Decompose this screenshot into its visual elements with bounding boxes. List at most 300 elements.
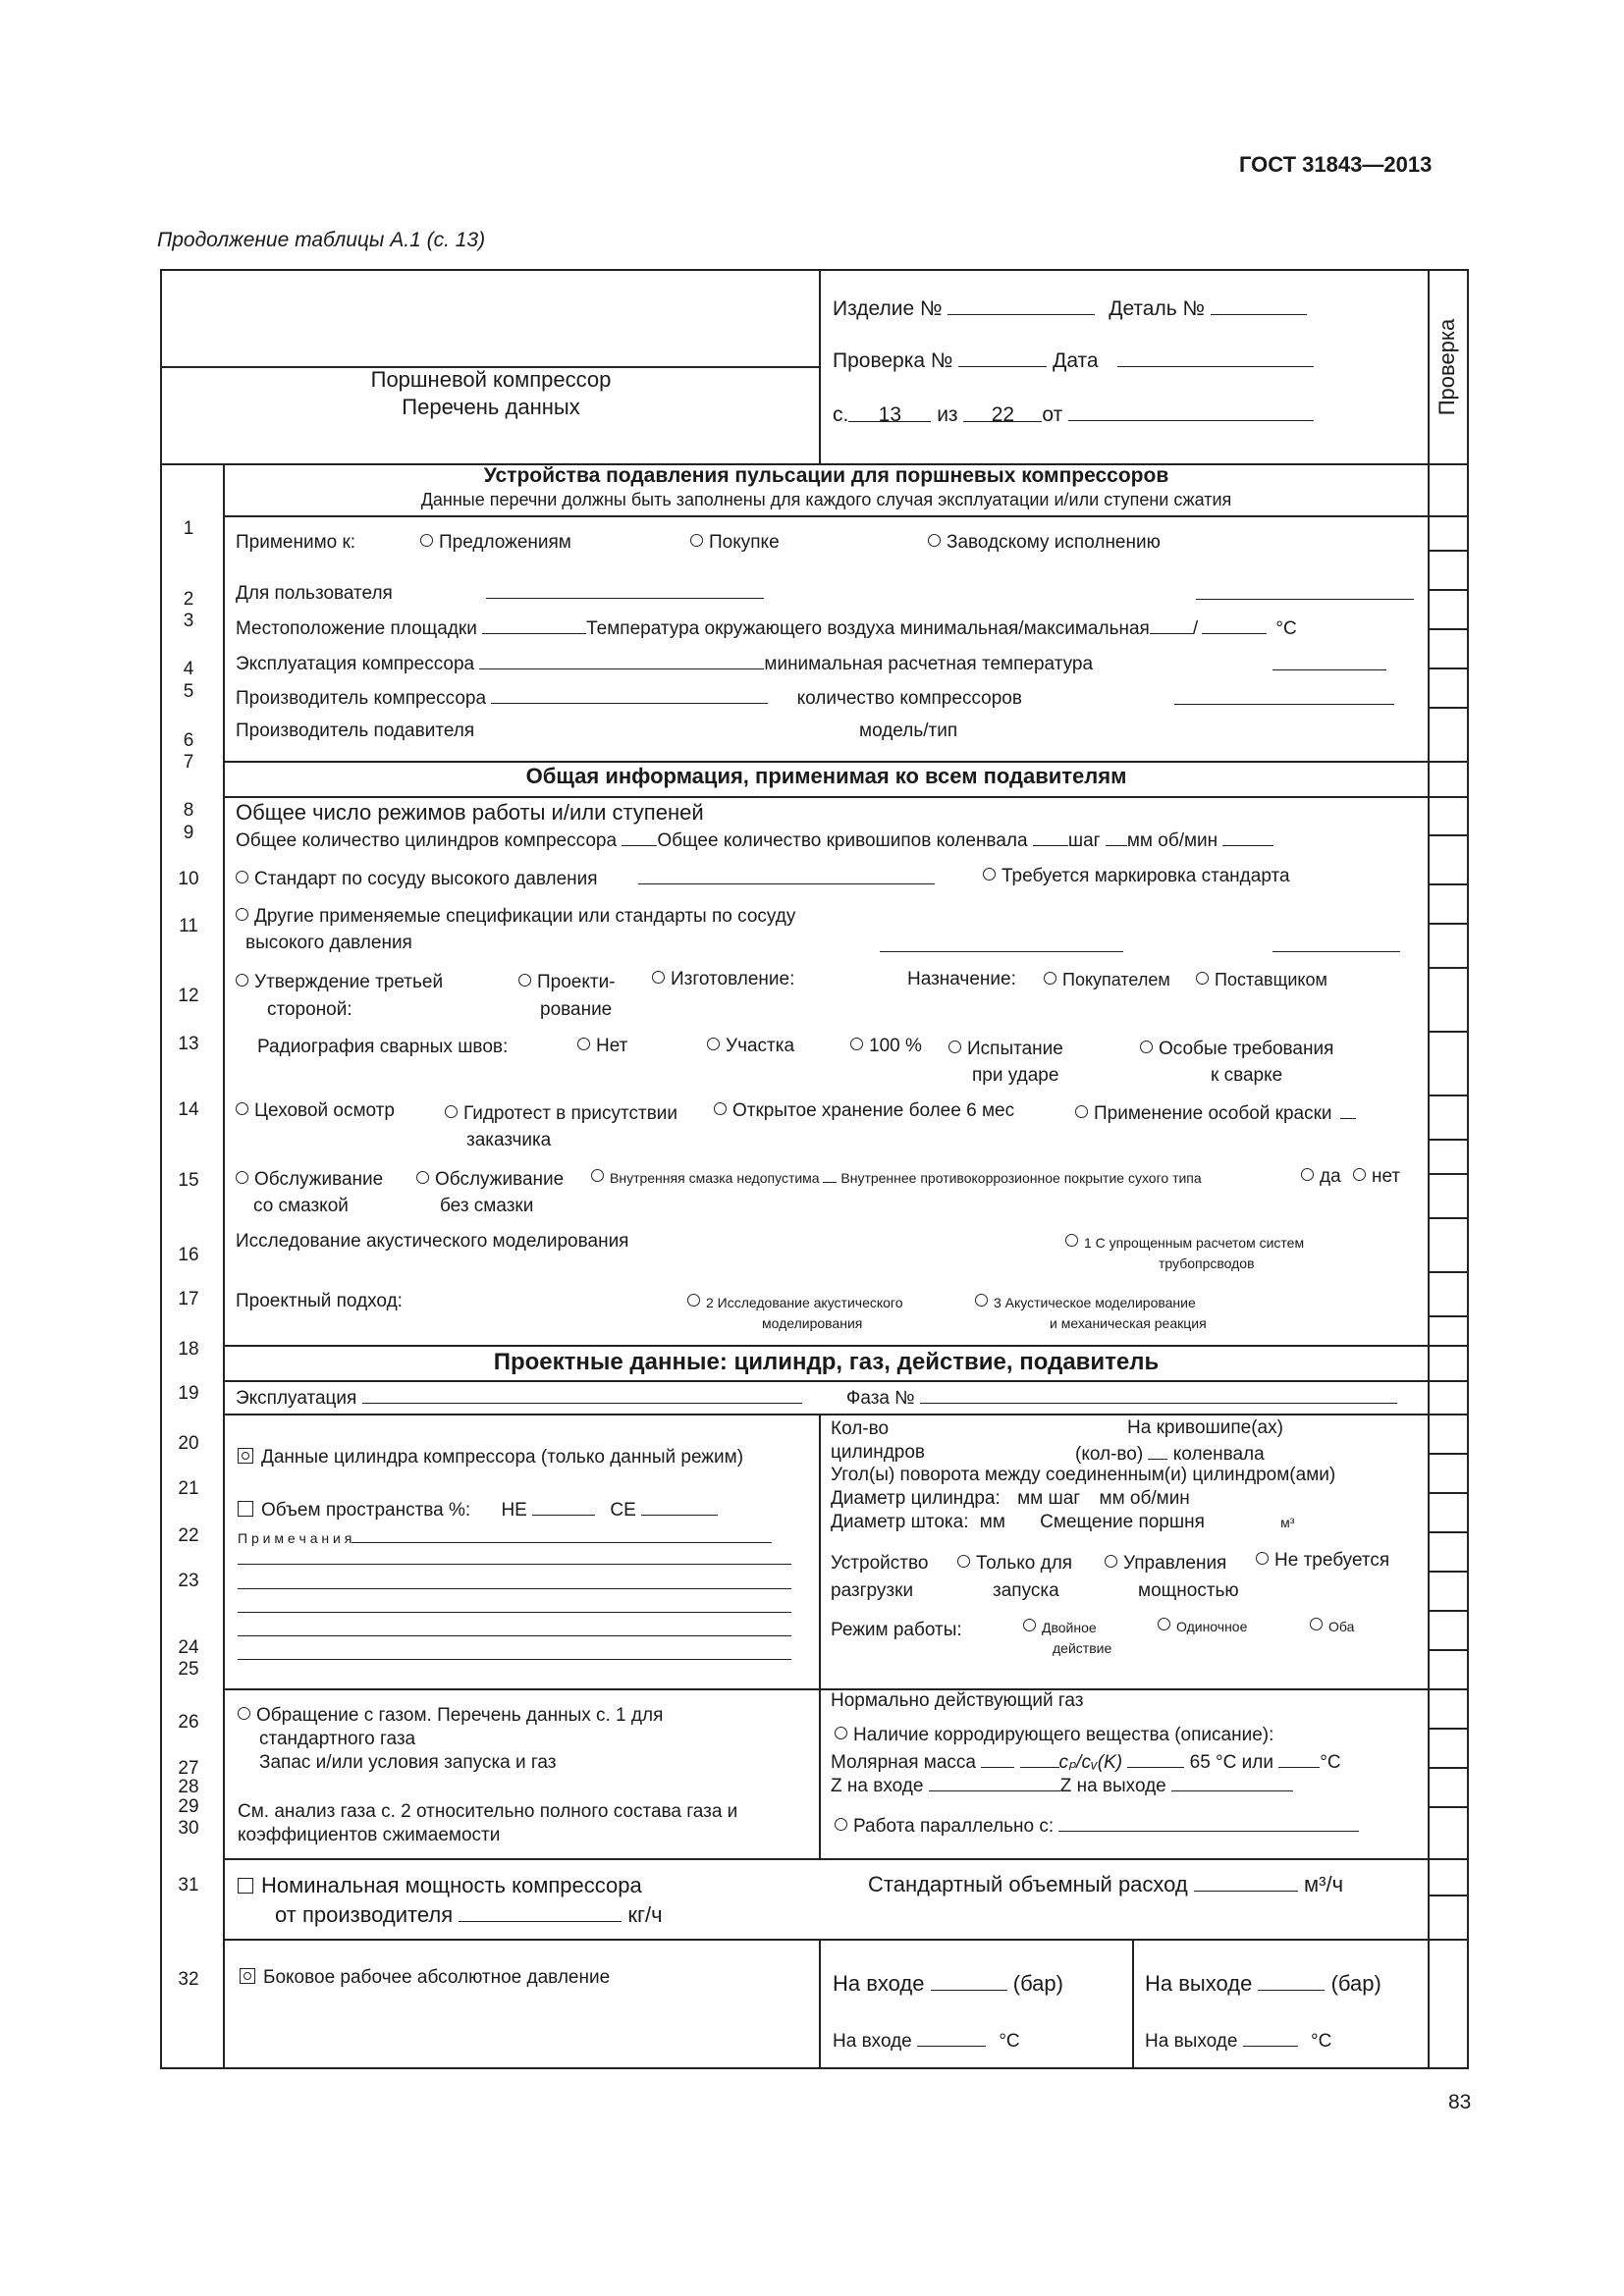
step-label: шаг: [1067, 830, 1101, 851]
purpose-label: Назначение:: [907, 969, 1016, 989]
other-specs-field-2[interactable]: [1272, 934, 1400, 952]
total-modes-label: Общее число режимов работы и/или ступеней: [236, 800, 704, 825]
not-required-option[interactable]: [1256, 1550, 1389, 1572]
both-option[interactable]: [1310, 1618, 1354, 1634]
opt-purchase-label: Покупке: [709, 532, 780, 553]
radiography-label: Радиография сварных швов:: [257, 1037, 509, 1057]
check-cell-divider: [1428, 1858, 1469, 1860]
inlet-pressure-label: На входе: [833, 1971, 925, 1996]
row-number: 3: [183, 611, 194, 631]
row-number: 9: [183, 823, 194, 843]
approach-2-line1: 2 Исследование акустического: [706, 1295, 903, 1310]
date-label: Дата: [1053, 349, 1099, 372]
form-title-line1: Поршневой компрессор: [370, 367, 612, 392]
rad-none-label: Нет: [596, 1036, 628, 1056]
inlet-temp-field[interactable]: [917, 2028, 986, 2047]
other-specs-field-1[interactable]: [880, 934, 1123, 952]
yes-label: да: [1320, 1166, 1341, 1187]
notes-label: П р и м е ч а н и я: [238, 1530, 352, 1546]
radio-icon[interactable]: [238, 1707, 250, 1720]
form-title: [255, 367, 727, 420]
notes-field-1[interactable]: [238, 1546, 791, 1565]
check-cell-divider: [1428, 1767, 1469, 1769]
notes-field-5[interactable]: [238, 1641, 791, 1660]
radio-icon[interactable]: [652, 971, 665, 984]
design-approach-label: Проектный подход:: [236, 1291, 403, 1311]
opt-factory-label: Заводскому исполнению: [947, 532, 1161, 553]
radio-icon[interactable]: [957, 1555, 970, 1568]
temp-field[interactable]: [1278, 1749, 1320, 1768]
from-label: от: [1042, 403, 1063, 426]
not-required-label: Не требуется: [1274, 1550, 1390, 1571]
normal-gas-label: Нормально действующий газ: [831, 1690, 1084, 1711]
check-cell-divider: [1428, 796, 1469, 798]
radio-icon[interactable]: [983, 868, 996, 881]
radio-icon[interactable]: [236, 871, 248, 883]
weld-req-option[interactable]: [1140, 1036, 1333, 1089]
third-party-line2: стороной:: [267, 999, 352, 1020]
radio-icon[interactable]: [835, 1818, 847, 1831]
hydrotest-line2: заказчика: [466, 1130, 552, 1150]
gas-analysis: [238, 1800, 737, 1847]
ambient-unit: °С: [1275, 618, 1297, 639]
radio-icon[interactable]: [1353, 1168, 1366, 1181]
row-number: 11: [179, 916, 198, 936]
part-number-field[interactable]: [1211, 296, 1307, 315]
std-vessel-label: Стандарт по сосуду высокого давления: [254, 869, 598, 889]
both-label: Оба: [1328, 1619, 1355, 1634]
qty-cyl: [831, 1417, 925, 1465]
qty-line1: Кол-во: [831, 1418, 890, 1439]
opt-proposals[interactable]: [420, 532, 571, 554]
for-user-label: Для пользователя: [236, 583, 393, 604]
internal-coating-label: Внутреннее противокоррозионное покрытие сухого типа: [840, 1170, 1202, 1186]
shop-inspection-label: Цеховой осмотр: [254, 1100, 395, 1121]
rod-diam-label: Диаметр штока:: [831, 1512, 969, 1532]
radio-icon[interactable]: [236, 1171, 248, 1184]
weld-line1: Особые требования: [1159, 1039, 1334, 1059]
row-number: 23: [178, 1571, 199, 1591]
step-field[interactable]: [1106, 828, 1127, 846]
check-cell-divider: [1428, 1345, 1469, 1347]
hydrotest-option[interactable]: [445, 1100, 677, 1153]
impact-line1: Испытание: [967, 1039, 1063, 1059]
gas-analysis-line2: коэффициентов сжимаемости: [238, 1825, 501, 1845]
rad-full-option[interactable]: [850, 1036, 922, 1057]
weld-line2: к сварке: [1211, 1065, 1283, 1086]
radio-icon[interactable]: [236, 908, 248, 921]
section1-heading: Устройства подавления пульсации для поршневых компрессоров: [483, 464, 1169, 487]
crank-qty-field[interactable]: [1148, 1441, 1167, 1460]
model-type-label: модель/тип: [859, 721, 958, 741]
for-user-extra-field[interactable]: [1196, 581, 1414, 600]
check-cell-divider: [1428, 1492, 1469, 1494]
notes-field-4[interactable]: [238, 1618, 791, 1636]
double-line1: Двойное: [1042, 1620, 1097, 1635]
row-number: 28: [178, 1777, 199, 1797]
cylinders-total-field[interactable]: [622, 828, 657, 846]
double-line2: действие: [1053, 1640, 1112, 1656]
open-storage-label: Открытое хранение более 6 мес: [732, 1100, 1015, 1121]
radio-icon[interactable]: [1158, 1618, 1170, 1630]
radio-icon[interactable]: [1044, 972, 1056, 985]
check-cell-divider: [1428, 1728, 1469, 1730]
mm-step-label: мм шаг: [1017, 1488, 1081, 1509]
third-party: [236, 969, 443, 1024]
temp-unit: °С: [1320, 1752, 1341, 1773]
cyl-diam-row: [831, 1488, 1190, 1510]
s3-operation-row: [236, 1385, 1397, 1410]
radio-icon[interactable]: [928, 534, 941, 547]
cyl-mm-rpm-label: мм об/мин: [1099, 1488, 1190, 1509]
check-cell-divider: [1428, 667, 1469, 669]
approach-1-option[interactable]: [1065, 1233, 1304, 1274]
radio-icon[interactable]: [1256, 1552, 1269, 1565]
radio-icon[interactable]: [236, 974, 248, 987]
cp-cv-field[interactable]: [1127, 1749, 1184, 1768]
rated-power-line2: от производителя: [275, 1902, 454, 1927]
page-total[interactable]: 22: [963, 403, 1042, 422]
opt-purchase[interactable]: [690, 532, 780, 554]
outlet-pressure-label: На выходе: [1145, 1971, 1253, 1996]
rad-full-label: 100 %: [869, 1036, 922, 1056]
page-ref-row: [833, 402, 1314, 427]
manufacture-option[interactable]: [652, 969, 794, 990]
section3-heading: Проектные данные: цилиндр, газ, действие, подавитель: [493, 1349, 1160, 1375]
row-number: 16: [178, 1245, 199, 1265]
he-label: НЕ: [501, 1500, 527, 1521]
design-line2: рование: [540, 999, 613, 1020]
on-crank-label: На кривошипе(ах): [1127, 1417, 1283, 1438]
unloader-line2: разгрузки: [831, 1580, 914, 1601]
inlet-pressure-unit: (бар): [1012, 1971, 1063, 1996]
cyl-data-label: Данные цилиндра компрессора (только данный режим): [261, 1447, 744, 1468]
radio-icon[interactable]: [1023, 1619, 1036, 1631]
outlet-temp-unit: °С: [1310, 2031, 1332, 2052]
row-number: 13: [178, 1034, 199, 1054]
clearance-row: [238, 1497, 718, 1522]
internal-lube-label: Внутренняя смазка недопустима: [610, 1170, 820, 1186]
applicable-label: Применимо к:: [236, 532, 356, 553]
rated-power-line1: Номинальная мощность компрессора: [261, 1873, 642, 1897]
design-option: [518, 969, 616, 1024]
product-number-field[interactable]: [947, 296, 1095, 315]
row-number: 6: [183, 730, 194, 751]
phase-label: Фаза №: [845, 1388, 915, 1409]
radio-icon[interactable]: [591, 1169, 604, 1182]
z-row: [831, 1773, 1293, 1797]
for-user-row: [236, 580, 764, 605]
cylinders-row: [236, 828, 1273, 852]
check-number-field[interactable]: [958, 348, 1047, 367]
radio-icon[interactable]: [420, 534, 433, 547]
approach-3-line2: и механическая реакция: [1050, 1315, 1207, 1331]
radio-icon[interactable]: [236, 1102, 248, 1115]
radio-icon[interactable]: [416, 1171, 429, 1184]
row-number: 31: [178, 1875, 199, 1896]
radio-icon[interactable]: [1075, 1105, 1088, 1118]
molar-mass-row: [831, 1749, 1341, 1774]
check-cell-divider: [1428, 707, 1469, 709]
he-field[interactable]: [532, 1497, 595, 1516]
row-number: 5: [183, 681, 194, 702]
unloader: [831, 1550, 928, 1605]
check-cell-divider: [1428, 834, 1469, 836]
s3-operation-label: Эксплуатация: [236, 1388, 357, 1409]
radio-icon[interactable]: [948, 1041, 961, 1053]
by-supplier-option[interactable]: [1196, 970, 1327, 990]
displacement-label: Смещение поршня: [1040, 1512, 1205, 1532]
crankshaft-label: коленвала: [1172, 1444, 1265, 1465]
checkbox-icon[interactable]: [240, 1968, 255, 1984]
parallel-option[interactable]: [835, 1813, 1359, 1838]
radio-icon[interactable]: [835, 1727, 847, 1739]
row-number: 7: [183, 752, 194, 773]
unloader-line1: Устройство: [831, 1553, 929, 1574]
gas-handling-line2: стандартного газа: [259, 1729, 416, 1749]
ambient-max-field[interactable]: [1202, 615, 1267, 634]
radio-icon[interactable]: [1310, 1618, 1323, 1630]
internal-lube-field[interactable]: [823, 1170, 837, 1183]
compressor-count-label: количество компрессоров: [796, 688, 1022, 709]
outlet-temp-label: На выходе: [1145, 2031, 1238, 2052]
outlet-pressure-row: [1145, 1971, 1381, 1997]
yes-option[interactable]: [1301, 1166, 1341, 1188]
row-number: 29: [178, 1796, 199, 1817]
inlet-pressure-field[interactable]: [931, 1972, 1007, 1991]
rad-none-option[interactable]: [577, 1036, 627, 1057]
ambient-min-field[interactable]: [1150, 615, 1193, 634]
radio-icon[interactable]: [1301, 1168, 1314, 1181]
row-number: 30: [178, 1818, 199, 1839]
rated-power: [238, 1871, 663, 1930]
operation-label: Эксплуатация компрессора: [236, 654, 475, 674]
temp-65-label: 65 °С или: [1189, 1752, 1273, 1773]
row-number: 2: [183, 589, 194, 610]
checkbox-icon[interactable]: [238, 1501, 253, 1517]
phase-angle-label: Угол(ы) поворота между соединенным(и) цилиндром(ами): [831, 1465, 1336, 1485]
double-option[interactable]: [1023, 1618, 1111, 1659]
cp-cv-label: cₚ/cᵥ(K): [1058, 1752, 1123, 1773]
check-number-label: Проверка №: [833, 349, 953, 372]
check-cell-divider: [1428, 1139, 1469, 1141]
check-cell-divider: [1428, 628, 1469, 630]
special-paint-label: Применение особой краски: [1094, 1103, 1332, 1124]
check-cell-divider: [1428, 515, 1469, 517]
rod-mm-label: мм: [979, 1512, 1005, 1532]
row-number: 17: [178, 1289, 199, 1309]
cyl-diam-label: Диаметр цилиндра:: [831, 1488, 1001, 1509]
date-field[interactable]: [1117, 348, 1314, 367]
std-marking-label: Требуется маркировка стандарта: [1001, 866, 1290, 886]
radio-icon[interactable]: [1140, 1041, 1153, 1053]
check-cell-divider: [1428, 1453, 1469, 1455]
section2-heading: Общая информация, применимая ко всем подавителям: [525, 764, 1127, 788]
row-number: 27: [178, 1758, 199, 1779]
min-design-temp-field[interactable]: [1272, 652, 1386, 670]
std-flow-field[interactable]: [1194, 1871, 1298, 1892]
corrosive-option[interactable]: [835, 1725, 1273, 1746]
cyl-data-option[interactable]: [238, 1447, 743, 1468]
start-only-option[interactable]: [957, 1550, 1072, 1605]
page-current[interactable]: 13: [848, 403, 931, 422]
row-number: 12: [178, 986, 199, 1006]
radio-icon[interactable]: [577, 1038, 590, 1050]
special-paint-option[interactable]: [1075, 1100, 1356, 1125]
radio-icon[interactable]: [1065, 1234, 1078, 1247]
special-paint-field[interactable]: [1340, 1100, 1356, 1119]
operation-field[interactable]: [479, 651, 764, 669]
nonlub-service-option[interactable]: [416, 1166, 564, 1219]
start-only-line1: Только для: [976, 1553, 1073, 1574]
gas-handling-line3: Запас и/или условия запуска и газ: [259, 1752, 557, 1773]
row-number: 15: [178, 1170, 199, 1191]
side-pressure-option[interactable]: [240, 1967, 610, 1989]
lub-service-option[interactable]: [236, 1166, 383, 1219]
inlet-temp-row: [833, 2028, 1020, 2053]
crank-qty-row: [1075, 1441, 1265, 1466]
check-cell-divider: [1428, 761, 1469, 763]
mm-rpm-label: мм об/мин: [1126, 830, 1218, 851]
s3-operation-field[interactable]: [362, 1385, 802, 1404]
row-number: 24: [178, 1637, 199, 1658]
check-cell-divider: [1428, 1031, 1469, 1033]
radio-icon[interactable]: [690, 534, 703, 547]
approach-3-option[interactable]: [975, 1293, 1207, 1334]
check-cell-divider: [1428, 923, 1469, 925]
radio-icon[interactable]: [707, 1038, 720, 1050]
check-cell-divider: [1428, 550, 1469, 552]
applicable-row: [236, 532, 355, 554]
mode-label: Режим работы:: [831, 1620, 962, 1640]
radio-icon[interactable]: [975, 1294, 988, 1307]
rad-spot-option[interactable]: [707, 1036, 794, 1057]
check-column-header: Проверка: [1435, 318, 1459, 416]
checkbox-icon[interactable]: [238, 1878, 253, 1894]
by-buyer-option[interactable]: [1044, 970, 1170, 990]
row-number: 20: [178, 1433, 199, 1454]
rpm-field[interactable]: [1222, 828, 1273, 846]
approach-2-option[interactable]: [687, 1293, 903, 1334]
check-cell-divider: [1428, 1380, 1469, 1382]
cranks-total-label: Общее количество кривошипов коленвала: [657, 830, 1028, 851]
std-marking[interactable]: [983, 866, 1290, 887]
radio-icon[interactable]: [518, 974, 531, 987]
check-cell-divider: [1428, 1610, 1469, 1612]
rod-diam-row: [831, 1512, 1294, 1533]
shop-inspection-option[interactable]: [236, 1100, 395, 1122]
impact-test-option[interactable]: [948, 1036, 1063, 1089]
compressor-count-field[interactable]: [1174, 686, 1394, 705]
impact-line2: при ударе: [972, 1065, 1059, 1086]
check-cell-divider: [1428, 1315, 1469, 1317]
row-number: 4: [183, 659, 194, 679]
radio-icon[interactable]: [1105, 1555, 1117, 1568]
check-cell-divider: [1428, 1895, 1469, 1896]
gas-analysis-line1: См. анализ газа с. 2 относительно полного состава газа и: [238, 1801, 738, 1822]
radio-icon[interactable]: [714, 1102, 727, 1115]
outlet-pressure-field[interactable]: [1258, 1972, 1325, 1991]
gas-handling-option[interactable]: [238, 1704, 663, 1775]
check-cell-divider: [1428, 1688, 1469, 1690]
clearance-label: Объем пространства %:: [261, 1500, 471, 1521]
notes-field-3[interactable]: [238, 1594, 791, 1613]
check-cell-divider: [1428, 589, 1469, 591]
document-code: ГОСТ 31843—2013: [1239, 152, 1433, 177]
outlet-pressure-unit: (бар): [1330, 1971, 1381, 1996]
section1-subheading: Данные перечни должны быть заполнены для каждого случая эксплуатации и/или ступени сжатия: [420, 490, 1232, 509]
lub-service-line1: Обслуживание: [254, 1169, 384, 1190]
z-in-field[interactable]: [929, 1773, 1060, 1791]
capacity-option[interactable]: [1105, 1550, 1239, 1605]
parallel-label: Работа параллельно с:: [853, 1816, 1055, 1837]
ce-field[interactable]: [641, 1497, 718, 1516]
rad-spot-label: Участка: [726, 1036, 795, 1056]
cranks-total-field[interactable]: [1033, 828, 1068, 846]
by-buyer-label: Покупателем: [1062, 970, 1170, 989]
std-flow-label: Стандартный объемный расход: [868, 1872, 1188, 1896]
corrosive-label: Наличие корродирующего вещества (описание):: [853, 1725, 1274, 1745]
open-storage-option[interactable]: [714, 1100, 1014, 1122]
std-vessel-field[interactable]: [638, 866, 935, 884]
page-prefix: с.: [833, 403, 849, 426]
internal-lube-option[interactable]: [591, 1169, 1202, 1186]
row-number: 1: [183, 518, 194, 539]
product-label: Изделие №: [833, 297, 943, 320]
notes-field-2[interactable]: [238, 1571, 791, 1589]
radio-icon[interactable]: [1196, 972, 1209, 985]
no-option[interactable]: [1353, 1166, 1400, 1188]
from-field[interactable]: [1068, 402, 1314, 421]
radio-icon[interactable]: [445, 1105, 458, 1118]
radio-icon[interactable]: [687, 1294, 700, 1307]
design-line1: Проекти-: [537, 972, 616, 992]
row-number: 14: [178, 1099, 199, 1120]
single-label: Одиночное: [1176, 1619, 1248, 1634]
phase-field[interactable]: [920, 1385, 1397, 1404]
row-number: 19: [178, 1383, 199, 1404]
opt-factory[interactable]: [928, 532, 1161, 554]
ce-label: СЕ: [610, 1500, 636, 1521]
other-specs-line2: высокого давления: [245, 933, 412, 953]
parallel-field[interactable]: [1058, 1813, 1359, 1832]
z-out-field[interactable]: [1171, 1773, 1293, 1791]
rated-power-field[interactable]: [459, 1901, 622, 1922]
site-location-field[interactable]: [482, 615, 586, 634]
notes-field-0[interactable]: [352, 1528, 772, 1543]
checkbox-icon[interactable]: [238, 1448, 253, 1464]
by-supplier-label: Поставщиком: [1215, 970, 1327, 989]
lub-service-line2: со смазкой: [253, 1196, 349, 1216]
gas-handling-line1: Обращение с газом. Перечень данных с. 1 для: [256, 1705, 664, 1726]
product-number-row: [833, 296, 1307, 321]
page-number: 83: [1448, 2091, 1472, 2113]
site-location-row: [236, 615, 1297, 640]
manufacture-label: Изготовление:: [671, 969, 795, 989]
outlet-temp-field[interactable]: [1243, 2028, 1298, 2047]
z-in-label: Z на входе: [831, 1776, 924, 1796]
molar-mass-field-1[interactable]: [981, 1749, 1014, 1768]
for-user-field[interactable]: [486, 580, 764, 599]
molar-mass-field-2[interactable]: [1020, 1749, 1059, 1768]
radio-icon[interactable]: [850, 1038, 863, 1050]
molar-mass-label: Молярная масса: [831, 1752, 976, 1773]
compressor-maker-field[interactable]: [491, 685, 768, 704]
approach-1-line2: трубопрсводов: [1159, 1255, 1255, 1271]
check-cell-divider: [1428, 1173, 1469, 1175]
table-caption: Продолжение таблицы А.1 (с. 13): [157, 229, 486, 251]
single-option[interactable]: [1158, 1618, 1247, 1634]
